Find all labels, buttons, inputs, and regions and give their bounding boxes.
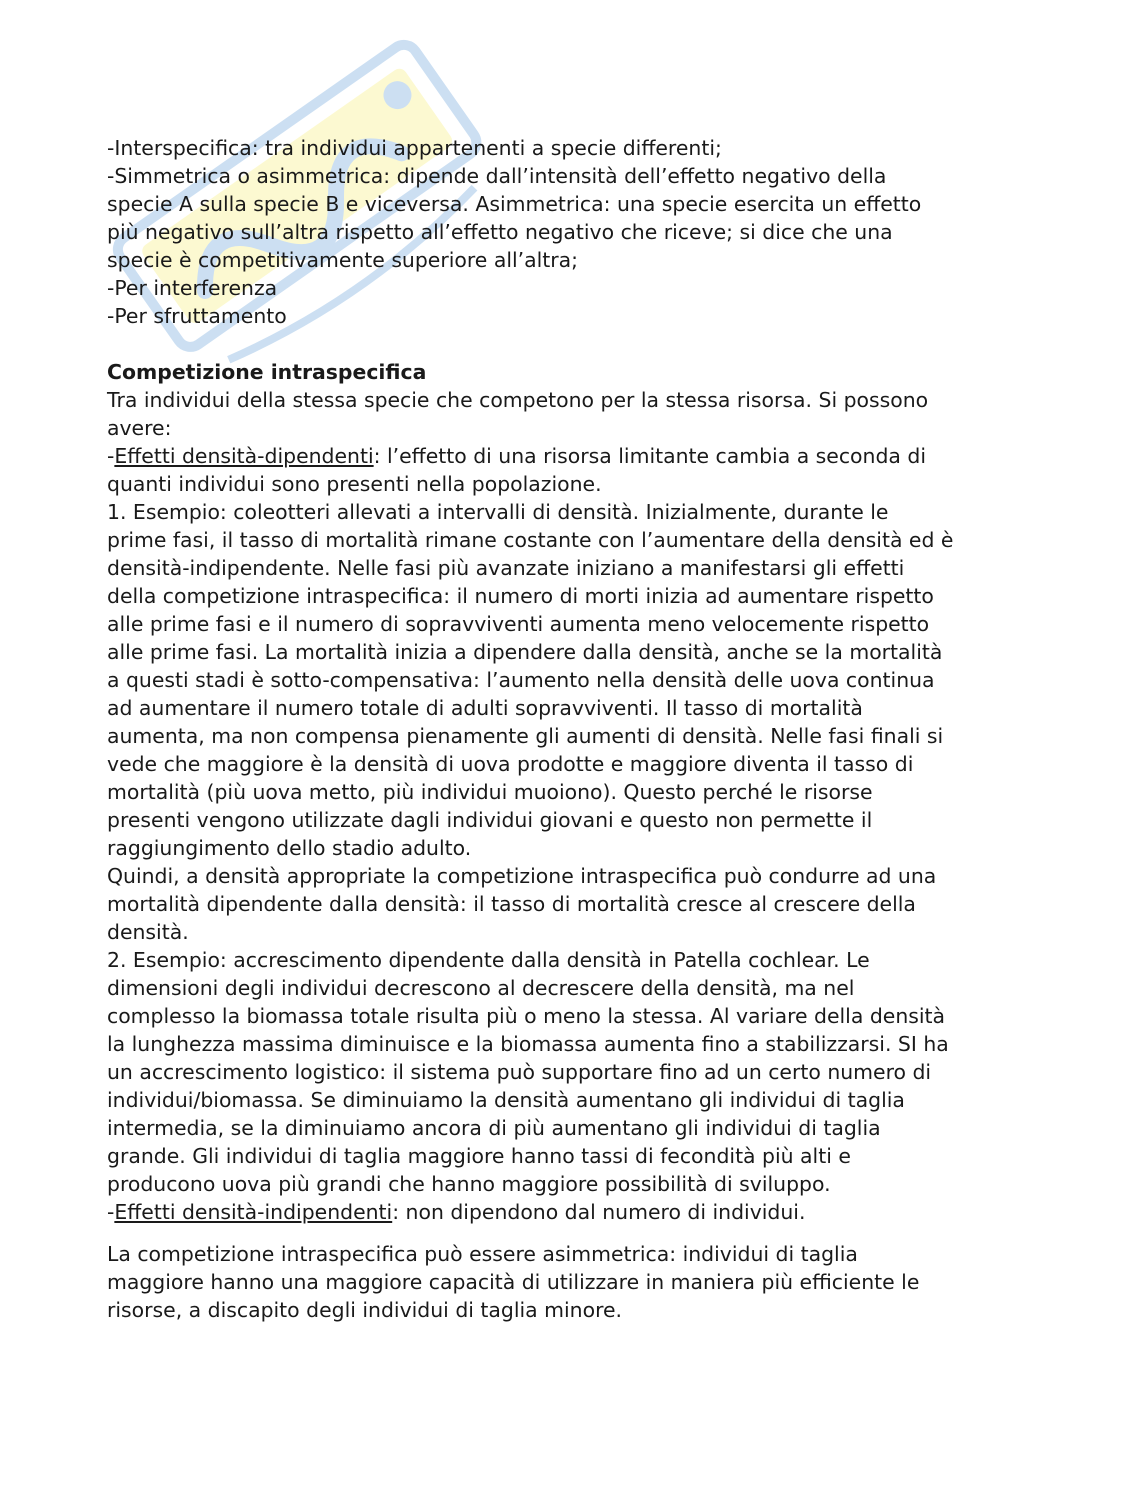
text-line: più negativo sull’altra rispetto all’effetto negativo che riceve; si dice che una: [107, 220, 893, 244]
text-line: Quindi, a densità appropriate la competizione intraspecifica può condurre ad una: [107, 864, 937, 888]
text-line: ad aumentare il numero totale di adulti sopravviventi. Il tasso di mortalità: [107, 696, 863, 720]
text-line: quanti individui sono presenti nella popolazione.: [107, 472, 602, 496]
text-line: mortalità (più uova metto, più individui muoiono). Questo perché le risorse: [107, 780, 873, 804]
text-line: individui/biomassa. Se diminuiamo la densità aumentano gli individui di taglia: [107, 1088, 905, 1112]
text-line: complesso la biomassa totale risulta più o meno la stessa. Al variare della densità: [107, 1004, 946, 1028]
text-line: avere:: [107, 416, 172, 440]
text-line: alle prime fasi e il numero di sopravviventi aumenta meno velocemente rispetto: [107, 612, 930, 636]
text-line: -Per sfruttamento: [107, 304, 287, 328]
text-line: specie è competitivamente superiore all’altra;: [107, 248, 579, 272]
text-line: -Interspecifica: tra individui appartenenti a specie differenti;: [107, 136, 722, 160]
text-line: mortalità dipendente dalla densità: il tasso di mortalità cresce al crescere della: [107, 892, 916, 916]
text-line: specie A sulla specie B e viceversa. Asimmetrica: una specie esercita un effetto: [107, 192, 922, 216]
definition-text: : non dipendono dal numero di individui.: [392, 1200, 806, 1224]
text-line: -Per interferenza: [107, 276, 278, 300]
text-line: dimensioni degli individui decrescono al decrescere della densità, ma nel: [107, 976, 855, 1000]
definition-text: : l’effetto di una risorsa limitante cambia a seconda di: [373, 444, 926, 468]
competition-types-list: [107, 134, 1047, 330]
closing-paragraph: [107, 1240, 1047, 1324]
text-line: La competizione intraspecifica può essere asimmetrica: individui di taglia: [107, 1242, 858, 1266]
document-body: [107, 134, 1047, 1324]
bullet-dash: -: [107, 1200, 115, 1224]
text-line: 2. Esempio: accrescimento dipendente dalla densità in Patella cochlear. Le: [107, 948, 870, 972]
density-independent-effects-line: [107, 1198, 1047, 1226]
text-line: risorse, a discapito degli individui di taglia minore.: [107, 1298, 623, 1322]
text-line: maggiore hanno una maggiore capacità di utilizzare in maniera più efficiente le: [107, 1270, 920, 1294]
text-line: producono uova più grandi che hanno maggiore possibilità di sviluppo.: [107, 1172, 831, 1196]
text-line: densità-indipendente. Nelle fasi più avanzate iniziano a manifestarsi gli effetti: [107, 556, 905, 580]
text-line: prime fasi, il tasso di mortalità rimane costante con l’aumentare della densità ed è: [107, 528, 954, 552]
text-line: della competizione intraspecifica: il numero di morti inizia ad aumentare rispetto: [107, 584, 934, 608]
bullet-dash: -: [107, 444, 115, 468]
text-line: grande. Gli individui di taglia maggiore hanno tassi di fecondità più alti e: [107, 1144, 851, 1168]
text-line: un accrescimento logistico: il sistema può supportare fino ad un certo numero di: [107, 1060, 932, 1084]
text-line: alle prime fasi. La mortalità inizia a dipendere dalla densità, anche se la mortalità: [107, 640, 943, 664]
text-line: presenti vengono utilizzate dagli individui giovani e questo non permette il: [107, 808, 873, 832]
text-line: intermedia, se la diminuiamo ancora di più aumentano gli individui di taglia: [107, 1116, 881, 1140]
examples-paragraph: [107, 498, 1047, 1198]
text-line: Tra individui della stessa specie che competono per la stessa risorsa. Si possono: [107, 388, 929, 412]
text-line: la lunghezza massima diminuisce e la biomassa aumenta fino a stabilizzarsi. SI ha: [107, 1032, 949, 1056]
text-line: raggiungimento dello stadio adulto.: [107, 836, 472, 860]
text-line: aumenta, ma non compensa pienamente gli aumenti di densità. Nelle fasi finali si: [107, 724, 944, 748]
section-heading: Competizione intraspecifica: [107, 360, 427, 384]
text-line: -Simmetrica o asimmetrica: dipende dall’intensità dell’effetto negativo della: [107, 164, 887, 188]
density-dependent-term: Effetti densità-dipendenti: [114, 444, 374, 468]
text-line: densità.: [107, 920, 189, 944]
text-line: a questi stadi è sotto-compensativa: l’aumento nella densità delle uova continua: [107, 668, 935, 692]
density-dependent-effects-line: [107, 442, 1047, 470]
text-line: 1. Esempio: coleotteri allevati a intervalli di densità. Inizialmente, durante le: [107, 500, 889, 524]
text-line: vede che maggiore è la densità di uova prodotte e maggiore diventa il tasso di: [107, 752, 914, 776]
density-independent-term: Effetti densità-indipendenti: [114, 1200, 393, 1224]
